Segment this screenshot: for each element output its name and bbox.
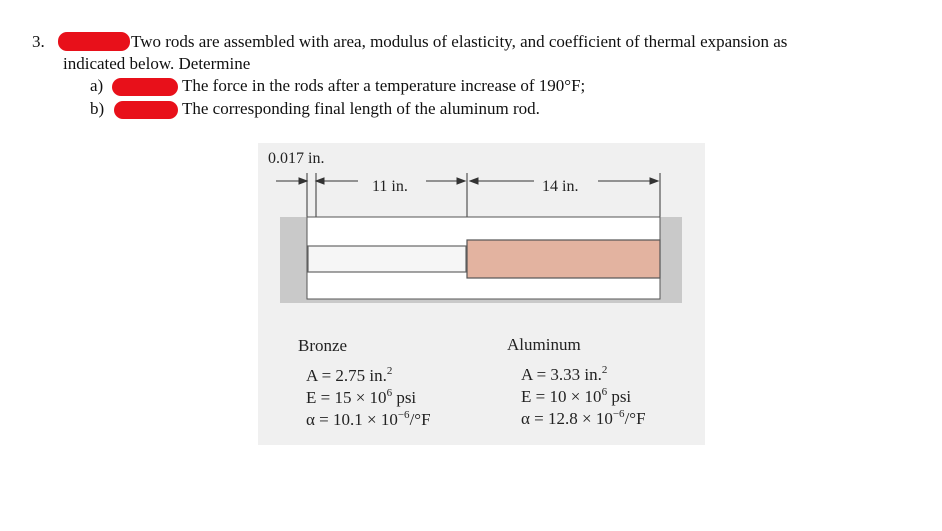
aluminum-title: Aluminum — [507, 335, 581, 354]
bronze-modulus: $E = 15 \times 10^6$ psi — [306, 387, 417, 407]
bronze-thermal-coefficient: $\alpha = 10.1 \times 10^{-6}/^\circ F$ — [306, 409, 431, 429]
bronze-title: Bronze — [298, 336, 348, 355]
bronze-properties — [298, 335, 431, 431]
bronze-area: A = 2.75 in.$^2$ — [306, 365, 393, 385]
redaction-mark — [114, 101, 178, 119]
arrowhead — [650, 178, 658, 184]
aluminum-properties — [507, 334, 646, 430]
part-b-text: The corresponding final length of the aluminum rod. — [182, 99, 540, 118]
aluminum-modulus: $E = 10 \times 10^6$ psi — [521, 386, 632, 406]
part-a-text: The force in the rods after a temperature increase of 190°F; — [182, 76, 586, 95]
arrowhead — [299, 178, 307, 184]
part-b-marker: b) — [90, 99, 105, 118]
problem-number: 3. — [32, 32, 45, 51]
problem-text-line1: Two rods are assembled with area, modulus of elasticity, and coefficient of thermal expansion as — [131, 32, 788, 51]
rod-diagram — [258, 143, 705, 303]
bronze-rod — [308, 246, 466, 272]
aluminum-length-label: 14 in. — [542, 178, 579, 195]
part-a-marker: a) — [90, 76, 104, 95]
rod-assembly-figure — [258, 143, 705, 445]
aluminum-rod — [467, 240, 660, 278]
bronze-length-label: 11 in. — [372, 178, 408, 195]
arrowhead — [457, 178, 465, 184]
redaction-mark — [112, 78, 178, 96]
problem-text-line2: indicated below. Determine — [63, 54, 251, 73]
gap-label: 0.017 in. — [268, 150, 325, 167]
redaction-mark — [58, 32, 130, 51]
aluminum-area: A = 3.33 in.$^2$ — [521, 364, 608, 384]
aluminum-thermal-coefficient: $\alpha = 12.8 \times 10^{-6}/^\circ F$ — [521, 408, 646, 428]
